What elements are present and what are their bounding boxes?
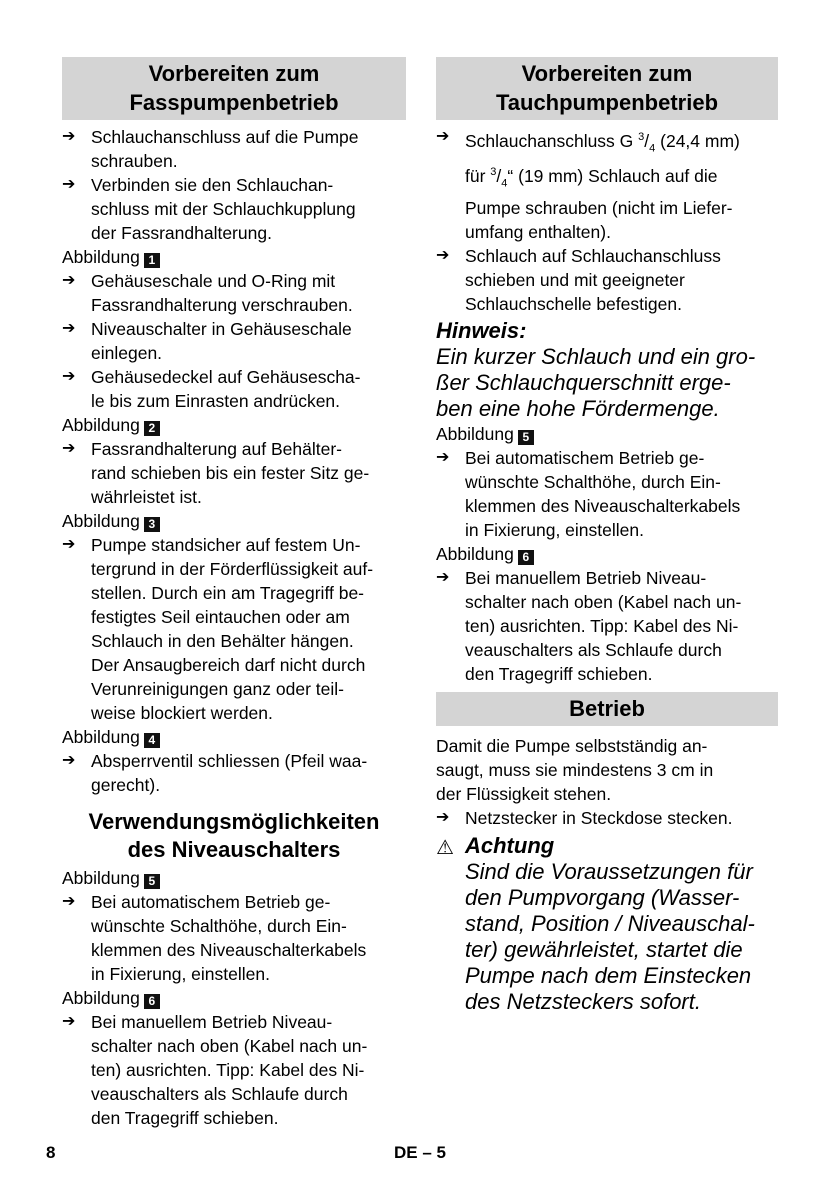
instruction-step: ➔ Fassrandhalterung auf Behälter- rand schieben bis ein fester Sitz ge- währleistet ist. [62, 439, 370, 507]
arrow-right-icon: ➔ [62, 440, 76, 457]
instruction-step: ➔ Niveauschalter in Gehäuseschale einlegen. [62, 319, 352, 363]
instruction-step: ➔ Pumpe standsicher auf festem Un- tergrund in der Förderflüssigkeit auf- stellen. Durch ein am Tragegriff be- festigtes Seil eintauchen oder am Schlauch in den Behälter hängen. Der Ansaugbereich darf nicht durch Verunreinigungen ganz oder teil- weise blockiert werden. [62, 535, 374, 723]
instruction-step: ➔ Absperrventil schliessen (Pfeil waa- gerecht). [62, 751, 368, 795]
arrow-right-icon: ➔ [436, 246, 450, 264]
figure-number-badge: 3 [144, 517, 160, 532]
left-column [62, 57, 406, 1130]
warning-body: Sind die Voraussetzungen für den Pumpvorgang (Wasser- stand, Position / Niveauschal- ter) gewährleistet, startet die Pumpe nach dem Einstecken des Netzsteckers sofort. [465, 858, 755, 1014]
figure-ref-2: Abbildung 2 [62, 413, 406, 437]
instruction-step: ➔ Bei automatischem Betrieb ge- wünschte Schalthöhe, durch Ein- klemmen des Niveauschalterkabels in Fixierung, einstellen. [436, 447, 741, 540]
arrow-right-icon: ➔ [62, 128, 76, 145]
instruction-step: ➔ Gehäusedeckel auf Gehäusescha- le bis zum Einrasten andrücken. [62, 367, 361, 411]
instruction-list [62, 890, 406, 986]
warning-title: Achtung [465, 832, 555, 858]
figure-number-badge: 1 [144, 253, 160, 268]
figure-ref-5: Abbildung 5 [436, 422, 778, 446]
arrow-right-icon: ➔ [62, 752, 76, 769]
page-number: 8 [46, 1143, 56, 1162]
arrow-right-icon: ➔ [436, 568, 450, 586]
instruction-step: ➔ Bei automatischem Betrieb ge- wünschte Schalthöhe, durch Ein- klemmen des Niveauschalterkabels in Fixierung, einstellen. [62, 892, 367, 984]
figure-ref-1: Abbildung 1 [62, 245, 406, 269]
arrow-right-icon: ➔ [62, 368, 76, 385]
arrow-right-icon: ➔ [62, 176, 76, 193]
instruction-list [436, 806, 778, 830]
section-heading-niveauschalter: Verwendungsmöglichkeiten des Niveauschalters [88, 809, 380, 862]
arrow-right-icon: ➔ [62, 1013, 76, 1030]
figure-number-badge: 5 [518, 430, 534, 445]
warning-triangle-icon: ⚠ [436, 836, 454, 859]
arrow-right-icon: ➔ [436, 128, 450, 145]
figure-ref-6: Abbildung 6 [62, 986, 406, 1010]
arrow-right-icon: ➔ [62, 893, 76, 910]
arrow-right-icon: ➔ [62, 272, 76, 289]
figure-ref-3: Abbildung 3 [62, 509, 406, 533]
instruction-list [62, 269, 406, 413]
instruction-list [436, 446, 778, 542]
instruction-list [62, 437, 406, 509]
instruction-list [436, 566, 778, 686]
instruction-list [62, 1010, 406, 1130]
figure-ref-4: Abbildung 4 [62, 725, 406, 749]
instruction-step: ➔ Netzstecker in Steckdose stecken. [436, 807, 733, 828]
instruction-list [62, 533, 406, 725]
instruction-step: ➔ Bei manuellem Betrieb Niveau- schalter nach oben (Kabel nach un- ten) ausrichten. Tipp: Kabel des Ni- veauschalters als Schlaufe durch den Tragegriff schieben. [62, 1012, 368, 1128]
section-heading-tauchpumpe: Vorbereiten zum Tauchpumpenbetrieb [436, 57, 778, 120]
instruction-step: ➔ Schlauchanschluss G $^3/_4$ (24,4 mm) für $^3/_4“$ (19 mm) Schlauch auf die Pumpe schrauben (nicht im Liefer- umfang enthalten). [436, 125, 778, 244]
figure-number-badge: 2 [144, 421, 160, 436]
arrow-right-icon: ➔ [62, 320, 76, 337]
note-title: Hinweis: [436, 317, 527, 343]
instruction-step: ➔ Schlauchanschluss auf die Pumpe schrauben. [62, 127, 359, 171]
instruction-step: ➔ Gehäuseschale und O-Ring mit Fassrandhalterung verschrauben. [62, 271, 353, 315]
figure-ref-5: Abbildung 5 [62, 866, 406, 890]
arrow-right-icon: ➔ [62, 536, 76, 553]
instruction-step: ➔ Bei manuellem Betrieb Niveau- schalter nach oben (Kabel nach un- ten) ausrichten. Tipp: Kabel des Ni- veauschalters als Schlaufe durch den Tragegriff schieben. [436, 567, 742, 684]
arrow-right-icon: ➔ [436, 808, 450, 826]
paragraph: Damit die Pumpe selbstständig an- saugt, muss sie mindestens 3 cm in der Flüssigkeit stehen. [436, 735, 714, 804]
instruction-list [62, 749, 406, 797]
figure-number-badge: 6 [144, 994, 160, 1009]
right-column [436, 57, 778, 1015]
section-heading-fasspumpe: Vorbereiten zum Fasspumpenbetrieb [62, 57, 406, 120]
figure-number-badge: 5 [144, 874, 160, 889]
figure-ref-6: Abbildung 6 [436, 542, 778, 566]
arrow-right-icon: ➔ [436, 448, 450, 466]
instruction-list [436, 244, 778, 316]
page-label: DE – 5 [394, 1143, 446, 1162]
instruction-list [62, 125, 406, 245]
warning-block [436, 833, 778, 1015]
instruction-step: ➔ Schlauch auf Schlauchanschluss schieben und mit geeigneter Schlauchschelle befestigen. [436, 245, 721, 314]
figure-number-badge: 6 [518, 550, 534, 565]
instruction-step: ➔ Verbinden sie den Schlauchan- schluss mit der Schlauchkupplung der Fassrandhalterung. [62, 175, 356, 243]
figure-number-badge: 4 [144, 733, 160, 748]
note-body: Ein kurzer Schlauch und ein gro- ßer Schlauchquerschnitt erge- ben eine hohe Fördermenge. [436, 343, 756, 421]
section-heading-betrieb: Betrieb [436, 692, 778, 726]
